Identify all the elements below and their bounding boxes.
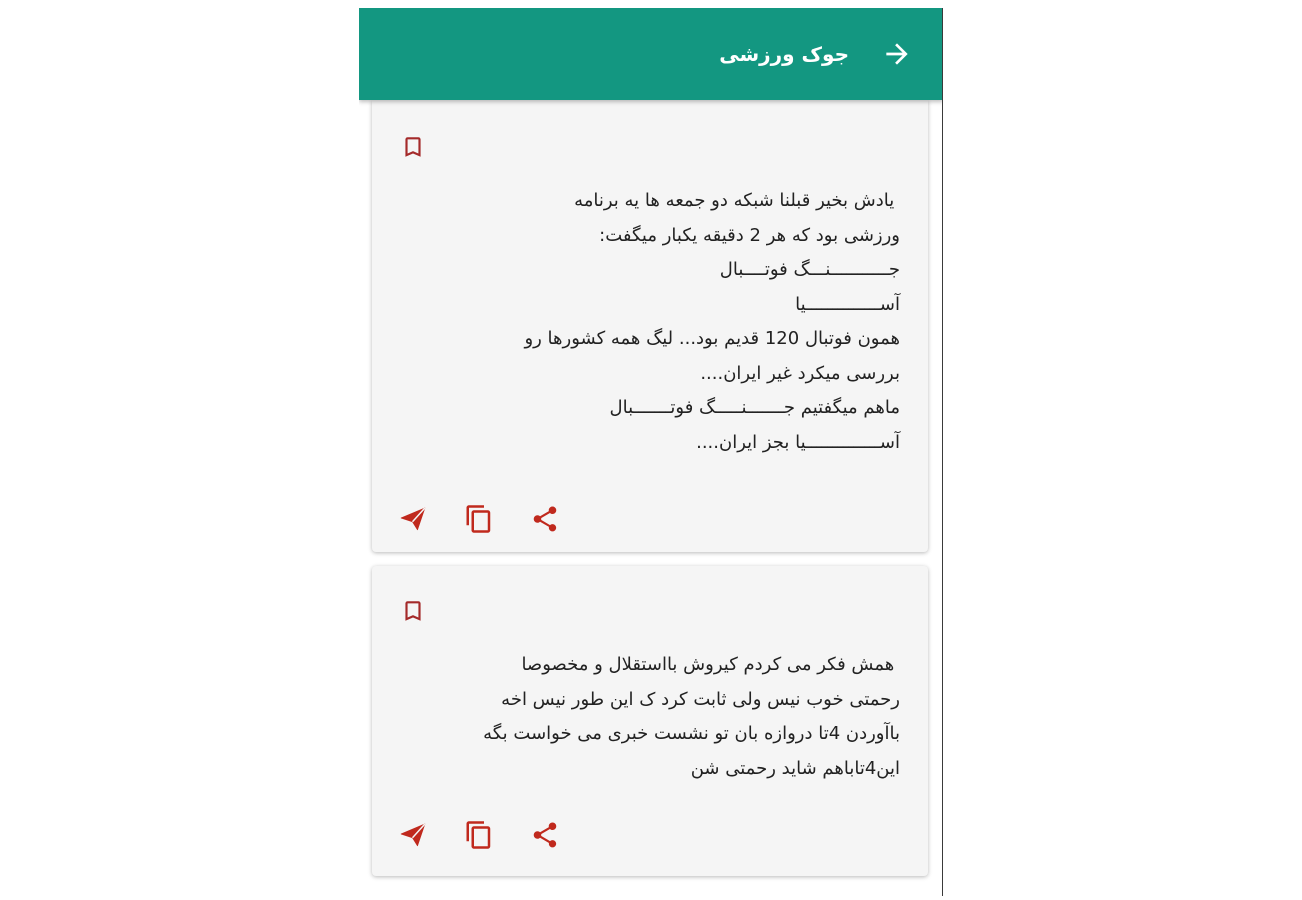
joke-line: بررسی میکرد غیر ایران.... (700, 362, 900, 384)
copy-icon[interactable] (464, 504, 494, 534)
share-icon[interactable] (530, 504, 560, 534)
app-bar (359, 8, 943, 100)
joke-actions (398, 504, 568, 534)
joke-line: جـــــــــــنـــگ فوتــــبال (719, 259, 900, 280)
joke-actions (398, 820, 568, 850)
bookmark-icon[interactable] (400, 134, 426, 160)
page-title: جوک ورزشی (719, 42, 849, 66)
joke-line: رحمتی خوب نیس ولی ثابت کرد ک این طور نیس اخه (501, 688, 900, 710)
joke-line: ماهم میگفتیم جـــــــنـــــگ فوتـــــــبال (609, 397, 900, 418)
joke-line: همون فوتبال 120 قدیم بود... لیگ همه کشورها رو (524, 328, 900, 349)
joke-text (400, 184, 900, 460)
joke-line: آســــــــــــــیا بجز ایران.... (696, 431, 900, 453)
joke-text (400, 648, 900, 786)
joke-line: آســــــــــــــیا (795, 293, 900, 315)
joke-line: همش فکر می کردم کیروش بااستقلال و مخصوصا (521, 654, 900, 675)
arrow-forward-icon[interactable] (881, 38, 913, 70)
joke-line: ورزشی بود که هر 2 دقیقه یکبار میگفت: (599, 224, 900, 246)
app-screen (359, 8, 943, 896)
bookmark-icon[interactable] (400, 598, 426, 624)
send-icon[interactable] (398, 504, 428, 534)
copy-icon[interactable] (464, 820, 494, 850)
send-icon[interactable] (398, 820, 428, 850)
share-icon[interactable] (530, 820, 560, 850)
joke-line: یادش بخیر قبلنا شبکه دو جمعه ها یه برنامه (574, 190, 900, 211)
joke-line: این4تاباهم شاید رحمتی شن (690, 757, 900, 779)
joke-card (372, 100, 928, 552)
joke-card (372, 566, 928, 876)
joke-line: باآوردن 4تا دروازه بان تو نشست خبری می خواست بگه (483, 723, 900, 744)
